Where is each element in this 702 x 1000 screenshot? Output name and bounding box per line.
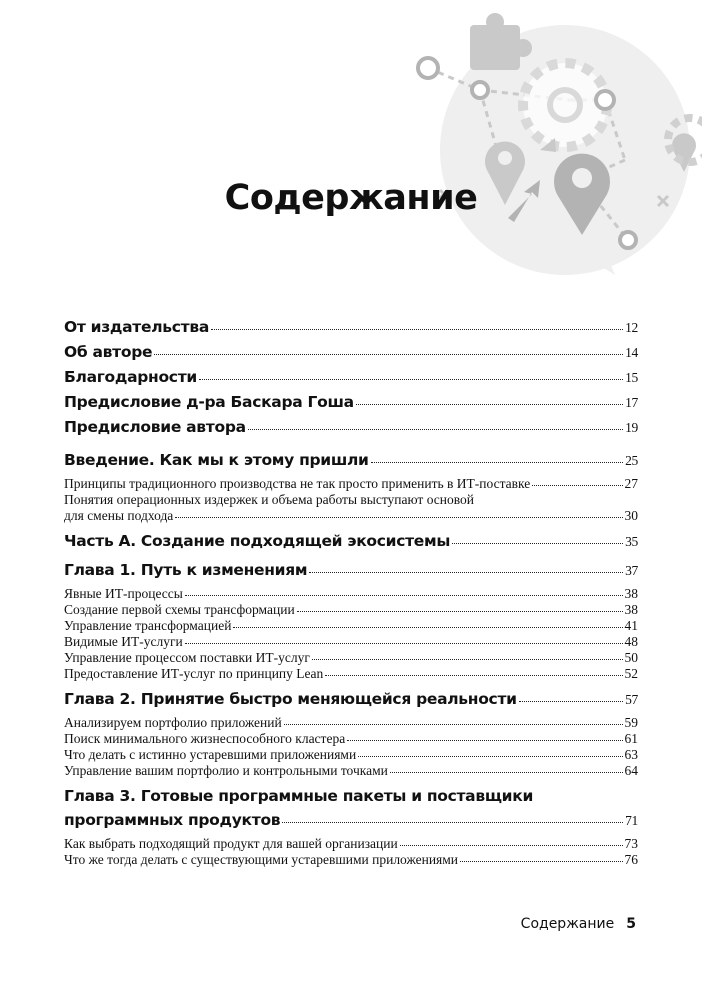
toc-chapter-entry[interactable] (64, 451, 638, 476)
running-header-label: Содержание (520, 916, 615, 932)
leader-dots (233, 627, 622, 628)
toc-subentry[interactable] (64, 476, 638, 492)
toc-subentry[interactable] (64, 586, 638, 602)
toc-entry-title: Предисловие автора (64, 418, 246, 436)
toc-chapter-entry[interactable] (64, 561, 638, 586)
toc-entry-page: 63 (624, 747, 638, 762)
toc-entry-title: Благодарности (64, 368, 197, 386)
toc-entry-title: Предоставление ИТ-услуг по принципу Lean (64, 666, 324, 681)
toc-chapter-entry[interactable] (64, 690, 638, 715)
toc-chapter-entry[interactable] (64, 811, 638, 836)
toc-entry-page: 64 (624, 763, 638, 778)
leader-dots (248, 429, 623, 430)
toc-entry[interactable] (64, 318, 638, 343)
toc-entry-title: От издательства (64, 318, 209, 336)
leader-dots (282, 822, 623, 823)
toc-entry[interactable] (64, 418, 638, 443)
toc-entry-title: Глава 1. Путь к изменениям (64, 561, 308, 579)
toc-entry-page: 52 (624, 666, 638, 681)
table-of-contents (64, 318, 638, 868)
toc-entry-page: 30 (624, 508, 638, 523)
toc-entry-page: 73 (624, 836, 638, 851)
toc-entry[interactable] (64, 368, 638, 393)
toc-entry-title: Что делать с истинно устаревшими приложениями (64, 747, 357, 762)
leader-dots (154, 354, 623, 355)
toc-entry-page: 71 (625, 813, 638, 828)
toc-entry-title: Анализируем портфолио приложений (64, 715, 282, 730)
toc-entry-page: 76 (624, 852, 638, 867)
leader-dots (185, 595, 623, 596)
decorative-illustration (400, 0, 702, 280)
toc-subentry[interactable] (64, 731, 638, 747)
toc-entry-title: Видимые ИТ-услуги (64, 634, 183, 649)
leader-dots (199, 379, 623, 380)
leader-dots (460, 861, 622, 862)
toc-entry-title: программных продуктов (64, 811, 281, 829)
toc-part-entry[interactable] (64, 532, 638, 557)
toc-entry-page: 38 (624, 602, 638, 617)
leader-dots (284, 724, 623, 725)
toc-entry-title: Как выбрать подходящий продукт для вашей организации (64, 836, 398, 851)
toc-entry[interactable] (64, 343, 638, 368)
toc-entry-title: Поиск минимального жизнеспособного кластера (64, 731, 346, 746)
leader-dots (211, 329, 623, 330)
leader-dots (390, 772, 623, 773)
toc-entry-page: 37 (625, 563, 638, 578)
toc-entry-page: 14 (625, 345, 638, 360)
toc-entry-page: 61 (624, 731, 638, 746)
leader-dots (400, 845, 623, 846)
toc-entry-page: 19 (625, 420, 638, 435)
toc-subentry[interactable] (64, 508, 638, 524)
page-title: Содержание (224, 178, 478, 218)
toc-subentry[interactable] (64, 836, 638, 852)
leader-dots (297, 611, 623, 612)
leader-dots (185, 643, 623, 644)
toc-entry-title: Часть А. Создание подходящей экосистемы (64, 532, 451, 550)
toc-entry-page: 12 (625, 320, 638, 335)
toc-entry-page: 57 (625, 692, 638, 707)
toc-entry-page: 15 (625, 370, 638, 385)
toc-entry-title: Принципы традиционного производства не так просто применить в ИТ-поставке (64, 476, 531, 491)
leader-dots (519, 701, 623, 702)
toc-subentry[interactable] (64, 666, 638, 682)
toc-entry-title: Явные ИТ-процессы (64, 586, 183, 601)
toc-entry-page: 48 (624, 634, 638, 649)
page-number: 5 (626, 916, 636, 932)
toc-subentry[interactable] (64, 715, 638, 731)
toc-subentry[interactable] (64, 602, 638, 618)
leader-dots (371, 462, 623, 463)
toc-entry-page: 50 (624, 650, 638, 665)
toc-chapter-line1[interactable]: Глава 3. Готовые программные пакеты и поставщики (64, 787, 534, 805)
toc-entry-page: 59 (624, 715, 638, 730)
toc-entry-page: 25 (625, 453, 638, 468)
toc-entry-page: 38 (624, 586, 638, 601)
toc-subentry-line1[interactable]: Понятия операционных издержек и объема работы выступают основой (64, 492, 475, 507)
toc-entry[interactable] (64, 393, 638, 418)
toc-subentry[interactable] (64, 634, 638, 650)
toc-subentry[interactable] (64, 852, 638, 868)
toc-subentry[interactable] (64, 650, 638, 666)
gear-icon (523, 63, 607, 147)
toc-subentry[interactable] (64, 747, 638, 763)
toc-entry-title: Управление вашим портфолио и контрольными точками (64, 763, 388, 778)
toc-entry-title: Управление трансформацией (64, 618, 232, 633)
leader-dots (532, 485, 622, 486)
toc-entry-title: Введение. Как мы к этому пришли (64, 451, 369, 469)
toc-subentry[interactable] (64, 763, 638, 779)
toc-entry-title: Создание первой схемы трансформации (64, 602, 295, 617)
leader-dots (356, 404, 623, 405)
toc-entry-page: 41 (624, 618, 638, 633)
toc-subentry[interactable] (64, 618, 638, 634)
toc-entry-page: 27 (624, 476, 638, 491)
toc-entry-title: Управление процессом поставки ИТ-услуг (64, 650, 310, 665)
leader-dots (309, 572, 623, 573)
leader-dots (312, 659, 623, 660)
toc-entry-title: для смены подхода (64, 508, 174, 523)
leader-dots (325, 675, 622, 676)
toc-entry-page: 35 (625, 534, 638, 549)
toc-entry-title: Что же тогда делать с существующими устаревшими приложениями (64, 852, 459, 867)
toc-entry-title: Об авторе (64, 343, 153, 361)
toc-entry-title: Глава 2. Принятие быстро меняющейся реальности (64, 690, 517, 708)
leader-dots (452, 543, 623, 544)
leader-dots (358, 756, 622, 757)
toc-entry-page: 17 (625, 395, 638, 410)
page-footer (521, 916, 636, 932)
leader-dots (175, 517, 622, 518)
leader-dots (347, 740, 622, 741)
toc-entry-title: Предисловие д-ра Баскара Гоша (64, 393, 354, 411)
